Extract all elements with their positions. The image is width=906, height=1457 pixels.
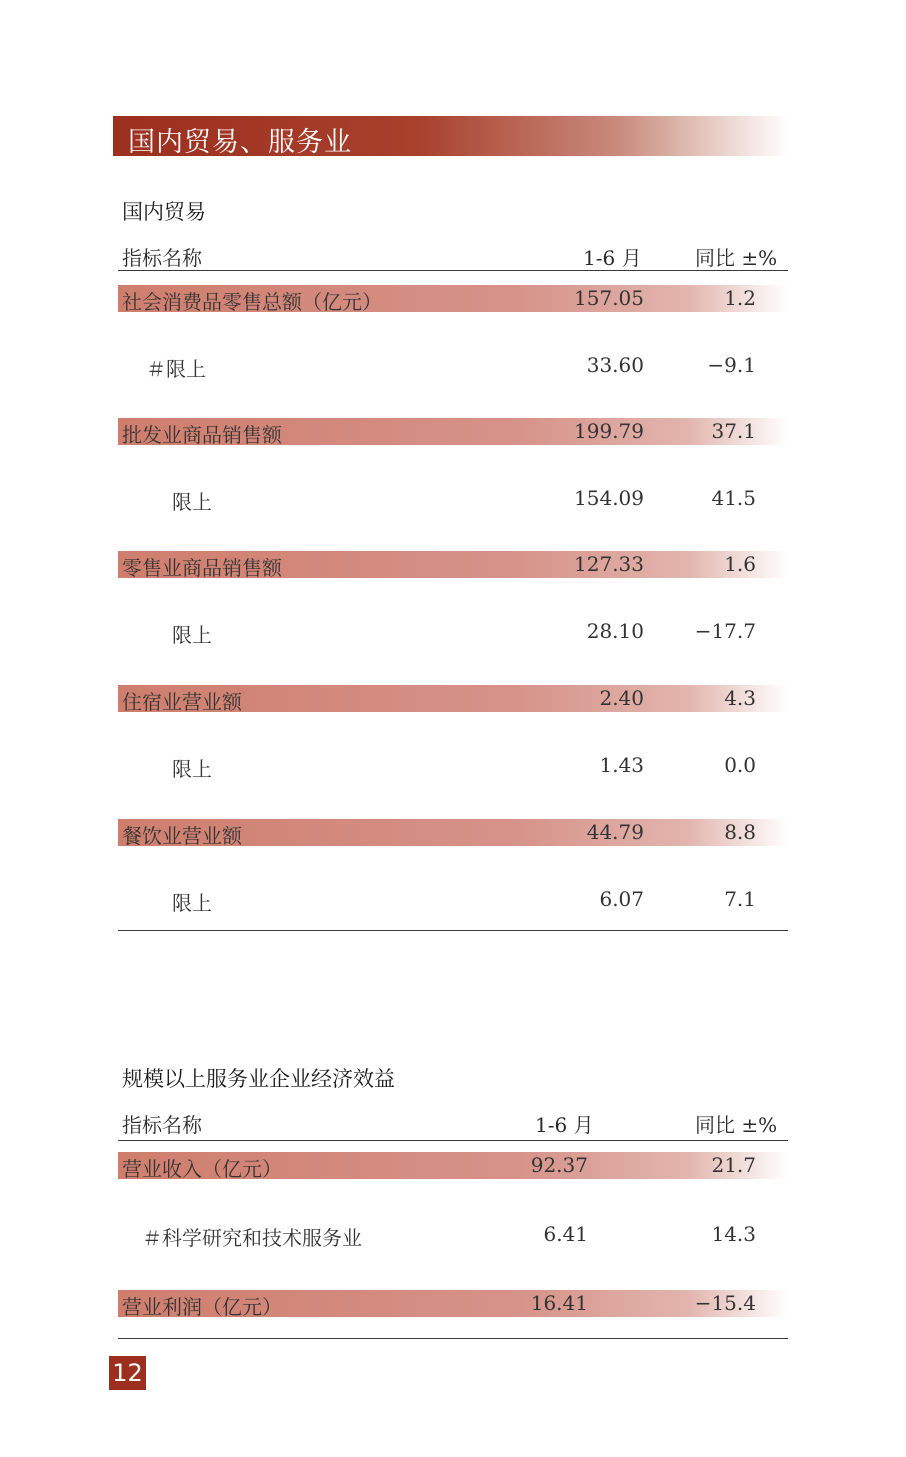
row-value: 44.79 <box>586 820 644 844</box>
row-yoy: 1.6 <box>724 552 756 576</box>
column-header-name: 指标名称 <box>122 246 202 270</box>
row-yoy: 7.1 <box>724 887 756 911</box>
row-label: 限上 <box>172 757 212 781</box>
row-label: ＃限上 <box>146 357 206 381</box>
row-label: 营业收入（亿元） <box>122 1157 282 1181</box>
column-header-period: 1-6 月 <box>583 246 642 270</box>
row-value: 127.33 <box>574 552 644 576</box>
row-label: 限上 <box>172 623 212 647</box>
row-value: 157.05 <box>574 286 644 310</box>
column-header-name: 指标名称 <box>122 1113 202 1137</box>
row-yoy: 0.0 <box>724 753 756 777</box>
row-yoy: 21.7 <box>711 1153 756 1177</box>
row-value: 1.43 <box>599 753 644 777</box>
row-label: 限上 <box>172 891 212 915</box>
row-yoy: −17.7 <box>694 619 756 643</box>
services-title: 规模以上服务业企业经济效益 <box>122 1067 395 1091</box>
column-header-period: 1-6 月 <box>535 1113 594 1137</box>
page-title: 国内贸易、服务业 <box>128 127 352 158</box>
row-label: 餐饮业营业额 <box>122 824 242 848</box>
row-yoy: 37.1 <box>711 419 756 443</box>
table-bottom-rule <box>118 930 788 931</box>
row-label: ＃科学研究和技术服务业 <box>142 1226 362 1250</box>
row-value: 6.41 <box>543 1222 588 1246</box>
row-value: 28.10 <box>586 619 644 643</box>
row-yoy: −15.4 <box>694 1291 756 1315</box>
row-label: 批发业商品销售额 <box>122 423 282 447</box>
row-yoy: −9.1 <box>707 353 756 377</box>
row-value: 2.40 <box>599 686 644 710</box>
header-rule <box>118 1140 788 1141</box>
section-banner <box>113 116 788 156</box>
domestic-trade-title: 国内贸易 <box>122 200 206 224</box>
row-value: 33.60 <box>586 353 644 377</box>
header-rule <box>118 270 788 271</box>
row-label: 限上 <box>172 490 212 514</box>
column-header-yoy: 同比 ±% <box>695 1113 778 1137</box>
row-yoy: 1.2 <box>724 286 756 310</box>
table-bottom-rule <box>118 1338 788 1339</box>
row-value: 92.37 <box>530 1153 588 1177</box>
row-yoy: 41.5 <box>711 486 756 510</box>
row-label: 营业利润（亿元） <box>122 1295 282 1319</box>
row-value: 16.41 <box>530 1291 588 1315</box>
row-label: 社会消费品零售总额（亿元） <box>122 290 382 314</box>
row-value: 154.09 <box>574 486 644 510</box>
row-yoy: 8.8 <box>724 820 756 844</box>
page-number: 12 <box>109 1356 146 1390</box>
row-label: 住宿业营业额 <box>122 690 242 714</box>
row-value: 199.79 <box>574 419 644 443</box>
row-value: 6.07 <box>599 887 644 911</box>
column-header-yoy: 同比 ±% <box>695 246 778 270</box>
row-yoy: 4.3 <box>724 686 756 710</box>
row-label: 零售业商品销售额 <box>122 556 282 580</box>
row-yoy: 14.3 <box>711 1222 756 1246</box>
